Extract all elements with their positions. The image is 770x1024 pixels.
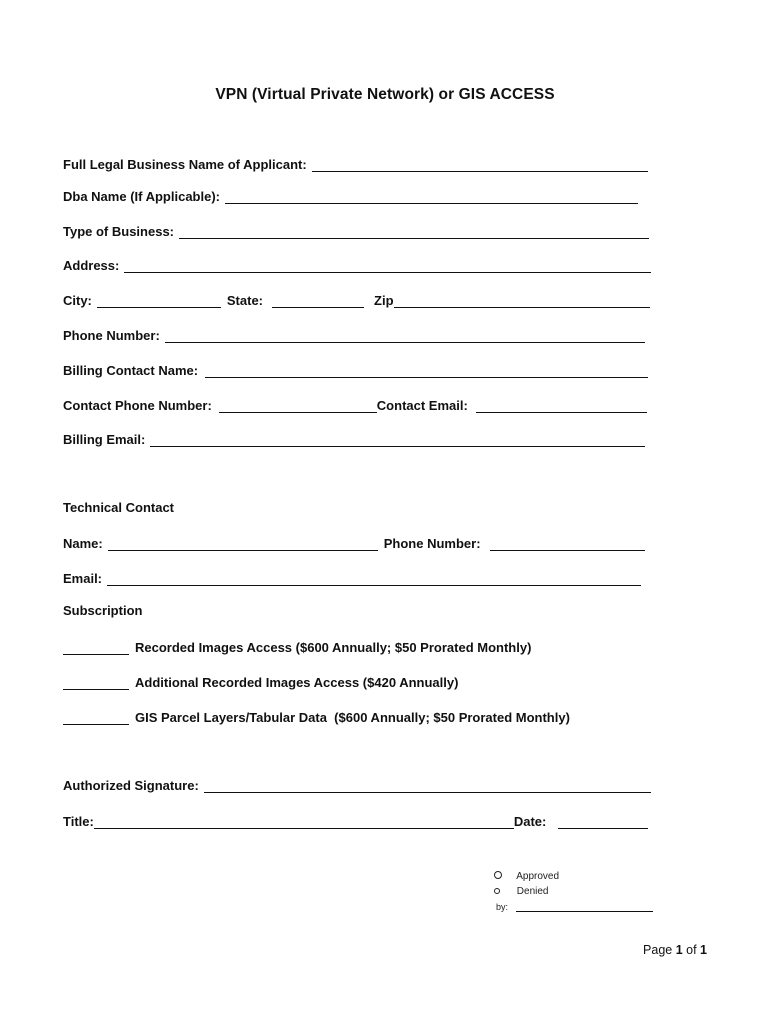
type-label: Type of Business: [63, 224, 175, 239]
signature-row [63, 775, 651, 793]
tech-phone-label: Phone Number: [383, 536, 481, 551]
subscription-option [63, 707, 570, 725]
tech-email-label: Email: [63, 571, 103, 586]
contact-phone-field[interactable] [219, 398, 377, 413]
dba-field[interactable] [225, 189, 638, 204]
tech-name-row [63, 533, 645, 551]
zip-field[interactable] [394, 293, 650, 308]
approved-label: Approved [516, 871, 560, 882]
type-field[interactable] [179, 224, 649, 239]
title-label: Title: [63, 814, 94, 829]
radio-circle-icon [494, 888, 500, 894]
type-row [63, 221, 649, 239]
contact-phone-label: Contact Phone Number: [63, 398, 212, 413]
dba-row [63, 186, 638, 204]
approved-by-row [496, 901, 653, 912]
phone-field[interactable] [165, 328, 645, 343]
phone-label: Phone Number: [63, 328, 160, 343]
tech-name-field[interactable] [108, 536, 378, 551]
dba-label: Dba Name (If Applicable): [63, 189, 220, 204]
by-label: by: [496, 902, 509, 912]
state-label: State: [226, 293, 264, 308]
subscription-check-field[interactable] [63, 675, 129, 690]
radio-circle-icon [494, 871, 502, 879]
phone-row [63, 325, 645, 343]
contact-email-field[interactable] [476, 398, 647, 413]
technical-heading: Technical Contact [63, 500, 175, 515]
current-page: 1 [675, 943, 683, 957]
subscription-check-field[interactable] [63, 640, 129, 655]
address-label: Address: [63, 258, 120, 273]
city-row [63, 290, 650, 308]
zip-label: Zip [374, 293, 394, 308]
signature-field[interactable] [204, 778, 651, 793]
subscription-option-label: Additional Recorded Images Access ($420 Annually) [135, 675, 459, 690]
denied-option[interactable] [494, 886, 548, 897]
billing-email-label: Billing Email: [63, 432, 146, 447]
billing-email-row [63, 429, 645, 447]
tech-phone-field[interactable] [490, 536, 645, 551]
city-field[interactable] [97, 293, 221, 308]
title-date-row [63, 811, 648, 829]
subscription-check-field[interactable] [63, 710, 129, 725]
page-of: of [682, 943, 701, 957]
contact-row [63, 395, 647, 413]
form-title: VPN (Virtual Private Network) or GIS ACCESS [215, 86, 555, 103]
page-number [643, 943, 707, 957]
billing-email-field[interactable] [150, 432, 645, 447]
subscription-option [63, 672, 458, 690]
page-prefix: Page [643, 943, 676, 957]
state-field[interactable] [272, 293, 364, 308]
tech-email-field[interactable] [107, 571, 641, 586]
approved-by-field[interactable] [516, 901, 653, 912]
billing-name-field[interactable] [205, 363, 648, 378]
billing-name-row [63, 360, 648, 378]
legal-name-label: Full Legal Business Name of Applicant: [63, 157, 307, 172]
date-label: Date: [513, 814, 547, 829]
legal-name-row [63, 154, 648, 172]
tech-email-row [63, 568, 641, 586]
legal-name-field[interactable] [312, 157, 648, 172]
title-field[interactable] [94, 814, 514, 829]
contact-email-label: Contact Email: [376, 398, 468, 413]
subscription-option-label: Recorded Images Access ($600 Annually; $50 Prorated Monthly) [135, 640, 532, 655]
tech-name-label: Name: [63, 536, 103, 551]
approved-option[interactable] [494, 871, 559, 882]
total-pages: 1 [700, 943, 707, 957]
signature-label: Authorized Signature: [63, 778, 199, 793]
billing-name-label: Billing Contact Name: [63, 363, 199, 378]
city-label: City: [63, 293, 92, 308]
subscription-heading: Subscription [63, 603, 143, 618]
address-field[interactable] [124, 258, 651, 273]
subscription-option [63, 637, 531, 655]
denied-label: Denied [516, 886, 549, 897]
subscription-option-label: GIS Parcel Layers/Tabular Data ($600 Annually; $50 Prorated Monthly) [135, 710, 570, 725]
date-field[interactable] [558, 814, 648, 829]
address-row [63, 255, 651, 273]
